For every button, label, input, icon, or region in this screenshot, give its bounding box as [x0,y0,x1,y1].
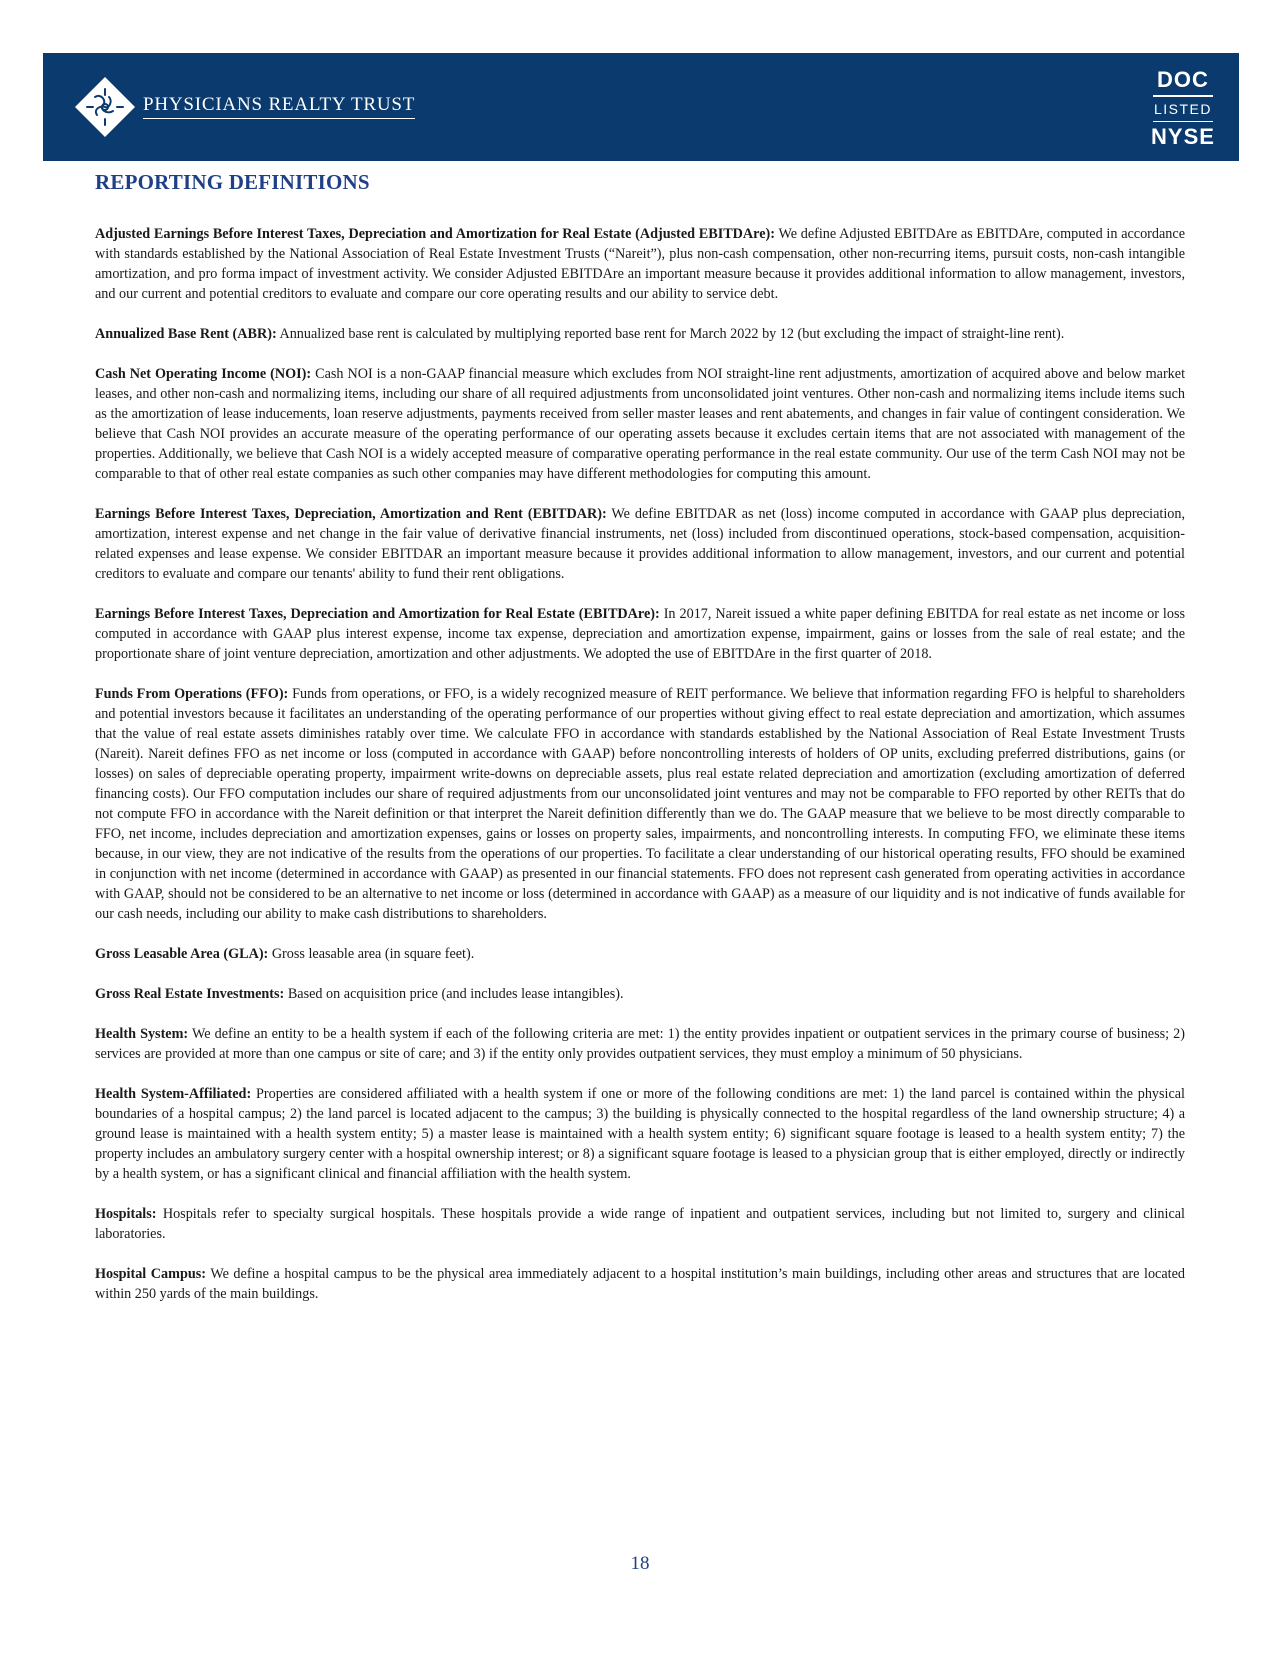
header-band [43,53,1239,161]
definition-term: Annualized Base Rent (ABR): [95,326,277,342]
definition-item [95,1084,1185,1184]
definition-text: We define Adjusted EBITDAre as EBITDAre, computed in accordance with standards established by the National Association of Real Estate Investment Trusts (“Nareit”), plus non-cash compensation, other non-recurring items, pursuit costs, non-cash intangible amortization, and pro forma impact of investment activity. We consider Adjusted EBITDAre an important measure because it provides additional information to allow management, investors, and our current and potential creditors to evaluate and compare our core operating results and our ability to service debt. [95,226,1185,302]
definition-item [95,224,1185,304]
company-logo-diamond-icon [73,75,137,139]
definition-term: Earnings Before Interest Taxes, Depreciation, Amortization and Rent (EBITDAR): [95,506,607,522]
definition-item [95,1024,1185,1064]
definition-term: Gross Real Estate Investments: [95,986,285,1002]
page-title: REPORTING DEFINITIONS [95,170,370,194]
definition-item [95,1204,1185,1244]
definition-text: In 2017, Nareit issued a white paper defining EBITDA for real estate as net income or loss computed in accordance with GAAP plus interest expense, income tax expense, depreciation and amortization expense, impairment, gains or losses from the sale of real estate; and the proportionate share of joint venture depreciation, amortization and other adjustments. We adopted the use of EBITDAre in the first quarter of 2018. [95,606,1185,662]
exchange-listing [1151,67,1215,150]
definition-item [95,944,1185,964]
definition-text: Hospitals refer to specialty surgical hospitals. These hospitals provide a wide range of inpatient and outpatient services, including but not limited to, surgery and clinical laboratories. [95,1206,1185,1242]
definitions-list [95,224,1185,1324]
definition-term: Health System-Affiliated: [95,1086,252,1102]
definition-term: Cash Net Operating Income (NOI): [95,366,312,382]
definition-text: We define EBITDAR as net (loss) income computed in accordance with GAAP plus depreciation, amortization, interest expense and net change in the fair value of derivative financial instruments, net (loss) included from discontinued operations, stock-based compensation, acquisition-related expenses and lease expense. We consider EBITDAR an important measure because it provides additional information to allow management, investors, and our current and potential creditors to evaluate and compare our tenants' ability to fund their rent obligations. [95,506,1185,582]
definition-item [95,684,1185,924]
ticker-symbol: DOC [1157,67,1209,92]
definition-term: Funds From Operations (FFO): [95,686,289,702]
definition-text: We define an entity to be a health system if each of the following criteria are met: 1) the entity provides inpatient or outpatient services in the primary course of business; 2) services are provided at more than one campus or site of care; and 3) if the entity only provides outpatient services, they must employ a minimum of 50 physicians. [95,1026,1185,1062]
definition-text: Cash NOI is a non-GAAP financial measure which excludes from NOI straight-line rent adjustments, amortization of acquired above and below market leases, and other non-cash and normalizing items, including our share of all required adjustments from unconsolidated joint ventures. Other non-cash and normalizing items include items such as the amortization of lease inducements, loan reserve adjustments, payments received from seller master leases and rent abatements, and changes in fair value of contingent consideration. We believe that Cash NOI provides an accurate measure of the operating performance of our operating assets because it excludes certain items that are not associated with management of the properties. Additionally, we believe that Cash NOI is a widely accepted measure of comparative operating performance in the real estate community. Our use of the term Cash NOI may not be comparable to that of other real estate companies as such other companies may have different methodologies for computing this amount. [95,366,1186,482]
exchange-name: NYSE [1151,124,1215,149]
definition-term: Health System: [95,1026,189,1042]
definition-item [95,364,1185,484]
definition-text: Gross leasable area (in square feet). [271,946,475,962]
definition-item [95,984,1185,1004]
listed-label: LISTED [1153,100,1212,117]
definition-term: Adjusted Earnings Before Interest Taxes, Depreciation and Amortization for Real Estate (Adjusted EBITDAre): [95,226,775,242]
company-logo[interactable] [73,75,415,139]
definition-term: Gross Leasable Area (GLA): [95,946,269,962]
definition-item [95,504,1185,584]
definition-text: Properties are considered affiliated with a health system if one or more of the following conditions are met: 1) the land parcel is contained within the physical boundaries of a hospital campus; 2) the land parcel is located adjacent to the campus; 3) the building is physically connected to the hospital regardless of the land ownership structure; 4) a ground lease is maintained with a health system entity; 5) a master lease is maintained with a health system entity; 6) significant square footage is leased to a health system entity; 7) the property includes an ambulatory surgery center with a hospital ownership interest; or 8) a significant square footage is leased to a physician group that is either employed, directly or indirectly by a health system, or has a significant clinical and financial affiliation with the health system. [95,1086,1186,1182]
definition-term: Hospital Campus: [95,1266,206,1282]
definition-item [95,604,1185,664]
definition-item [95,324,1185,344]
company-name: PHYSICIANS REALTY TRUST [143,95,415,120]
definition-item [95,1264,1185,1304]
definition-text: We define a hospital campus to be the physical area immediately adjacent to a hospital institution’s main buildings, including other areas and structures that are located within 250 yards of the main buildings. [95,1266,1185,1302]
listing-divider-bottom [1153,121,1213,123]
definition-term: Hospitals: [95,1206,157,1222]
definition-text: Annualized base rent is calculated by multiplying reported base rent for March 2022 by 12 (but excluding the impact of straight-line rent). [279,326,1065,342]
page-number: 18 [630,1553,650,1574]
definition-text: Funds from operations, or FFO, is a widely recognized measure of REIT performance. We believe that information regarding FFO is helpful to shareholders and potential investors because it facilitates an understanding of the operating performance of our properties without giving effect to real estate depreciation and amortization, which assumes that the value of real estate assets diminishes ratably over time. We calculate FFO in accordance with standards established by the National Association of Real Estate Investment Trusts (Nareit). Nareit defines FFO as net income or loss (computed in accordance with GAAP) before noncontrolling interests of holders of OP units, excluding preferred distributions, gains (or losses) on sales of depreciable operating property, impairment write-downs on depreciable assets, plus real estate related depreciation and amortization (excluding amortization of deferred financing costs). Our FFO computation includes our share of required adjustments from our unconsolidated joint ventures and may not be comparable to FFO reported by other REITs that do not compute FFO in accordance with the Nareit definition or that interpret the Nareit definition differently than we do. The GAAP measure that we believe to be most directly comparable to FFO, net income, includes depreciation and amortization expenses, gains or losses on property sales, impairments, and noncontrolling interests. In computing FFO, we eliminate these items because, in our view, they are not indicative of the results from the operations of our properties. To facilitate a clear understanding of our historical operating results, FFO should be examined in conjunction with net income (determined in accordance with GAAP) as presented in our financial statements. FFO does not represent cash generated from operating activities in accordance with GAAP, should not be considered to be an alternative to net income or loss (determined in accordance with GAAP) as a measure of our liquidity and is not indicative of funds available for our cash needs, including our ability to make cash distributions to shareholders. [95,686,1185,922]
definition-text: Based on acquisition price (and includes lease intangibles). [287,986,624,1002]
listing-divider-top [1153,95,1213,97]
definition-term: Earnings Before Interest Taxes, Depreciation and Amortization for Real Estate (EBITDAre): [95,606,660,622]
